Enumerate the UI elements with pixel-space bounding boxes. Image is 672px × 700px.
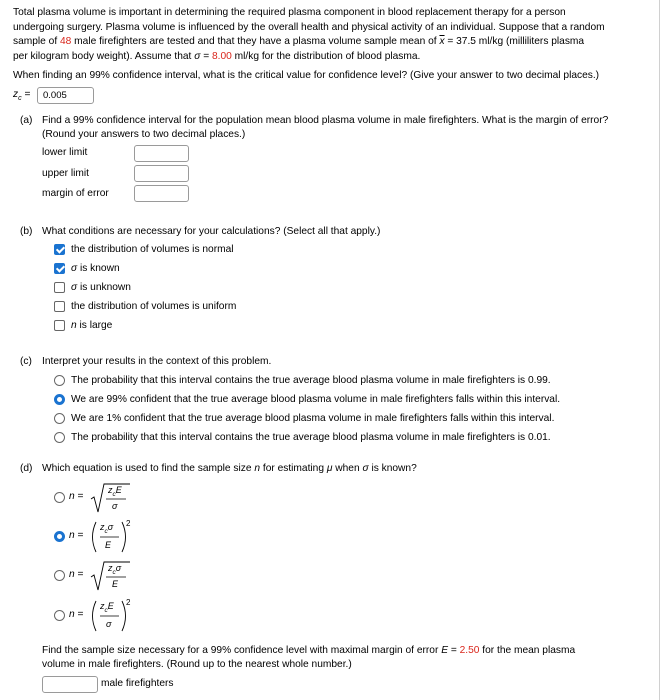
checkbox-normal-distribution[interactable]: [54, 244, 65, 255]
radio-equation-3[interactable]: [54, 570, 65, 581]
option-sigma-known: σ is known: [71, 263, 120, 274]
option-probability-099: The probability that this interval contains the true average blood plasma volume in male firefighters is 0.99.: [71, 375, 551, 386]
checkbox-sigma-known[interactable]: [54, 263, 65, 274]
sample-size-question-2: volume in male firefighters. (Round up to the nearest whole number.): [42, 659, 352, 670]
part-b-tag: (b): [20, 226, 33, 237]
part-b-question: What conditions are necessary for your calculations? (Select all that apply.): [42, 226, 381, 237]
critical-value-label: $z_c$ =: [13, 89, 31, 103]
equation-1-denominator: σ: [112, 501, 118, 511]
sample-size-unit: male firefighters: [101, 678, 174, 689]
critical-value-input[interactable]: 0.005: [37, 87, 94, 104]
sigma-value: 8.00: [211, 50, 232, 62]
lower-limit-label: lower limit: [42, 147, 88, 158]
part-d-tag: (d): [20, 463, 33, 474]
option-uniform-distribution: the distribution of volumes is uniform: [71, 301, 237, 312]
equation-1-lhs: n =: [69, 491, 84, 502]
equation-2-exponent: 2: [126, 519, 131, 528]
part-c-question: Interpret your results in the context of this problem.: [42, 356, 272, 367]
part-c-tag: (c): [20, 356, 32, 367]
lower-limit-input[interactable]: [134, 145, 189, 162]
sample-size-input[interactable]: [42, 676, 98, 693]
margin-value: 2.50: [459, 645, 480, 656]
equation-3-denominator: E: [112, 579, 119, 589]
part-a-tag: (a): [20, 115, 33, 126]
radio-equation-4[interactable]: [54, 610, 65, 621]
intro-line-3: sample of 48 male firefighters are tested and that they have a plasma volume sample mean of $\overline{x} = 37.5$ ml/kg (milliliters plasma: [13, 36, 585, 48]
option-n-large: n is large: [71, 320, 113, 331]
option-99-confident: We are 99% confident that the true average blood plasma volume in male firefighters falls within this interval.: [71, 394, 561, 405]
radio-probability-099[interactable]: [54, 375, 65, 386]
radio-equation-2[interactable]: [54, 531, 65, 542]
option-normal-distribution: the distribution of volumes is normal: [71, 244, 234, 255]
equation-4-exponent: 2: [126, 598, 131, 607]
part-a-question-1: Find a 99% confidence interval for the population mean blood plasma volume in male firefighters. What is the margin of error?: [42, 115, 609, 126]
checkbox-sigma-unknown[interactable]: [54, 282, 65, 293]
equation-3-lhs: n =: [69, 569, 84, 580]
equation-2-denominator: E: [105, 540, 112, 550]
equation-2-numerator: $z_c\sigma$: [100, 522, 114, 535]
checkbox-n-large[interactable]: [54, 320, 65, 331]
margin-of-error-input[interactable]: [134, 185, 189, 202]
margin-of-error-label: margin of error: [42, 188, 109, 199]
sample-size-value: 48: [60, 36, 72, 48]
option-sigma-unknown: σ is unknown: [71, 282, 131, 293]
equation-4-numerator: $z_cE$: [100, 601, 114, 614]
intro-paragraph: [13, 6, 653, 64]
sample-size-question-1: Find the sample size necessary for a 99% confidence level with maximal margin of error E = 2.50 for the mean plasma: [42, 645, 576, 656]
upper-limit-label: upper limit: [42, 168, 89, 179]
equation-4-lhs: n =: [69, 609, 84, 620]
radio-equation-1[interactable]: [54, 492, 65, 503]
intro-line-2: undergoing surgery. Plasma volume is influenced by the overall health and physical activity of an individual. Suppose that a random: [13, 21, 605, 33]
xbar-symbol: $\overline{x}$: [439, 36, 445, 48]
part-d-question: Which equation is used to find the sample size n for estimating μ when σ is known?: [42, 463, 417, 474]
equation-1-numerator: $z_cE$: [108, 485, 122, 498]
equation-4-denominator: σ: [106, 619, 112, 629]
equation-2-lhs: n =: [69, 530, 84, 541]
part-a-question-2: (Round your answers to two decimal places.): [42, 129, 246, 140]
intro-line-1: Total plasma volume is important in determining the required plasma component in blood replacement therapy for a person: [13, 7, 566, 18]
checkbox-uniform-distribution[interactable]: [54, 301, 65, 312]
intro-line-4: per kilogram body weight). Assume that σ = 8.00 ml/kg for the distribution of blood plasma.: [13, 50, 421, 62]
upper-limit-input[interactable]: [134, 165, 189, 182]
option-1-confident: We are 1% confident that the true average blood plasma volume in male firefighters falls within this interval.: [71, 413, 555, 424]
option-probability-001: The probability that this interval contains the true average blood plasma volume in male firefighters is 0.01.: [71, 432, 551, 443]
radio-probability-001[interactable]: [54, 432, 65, 443]
equation-3-numerator: $z_c\sigma$: [108, 563, 122, 576]
critical-value-question: When finding an 99% confidence interval, what is the critical value for confidence level? (Give your answer to two decimal places.): [13, 70, 600, 81]
radio-1-confident[interactable]: [54, 413, 65, 424]
radio-99-confident[interactable]: [54, 394, 65, 405]
